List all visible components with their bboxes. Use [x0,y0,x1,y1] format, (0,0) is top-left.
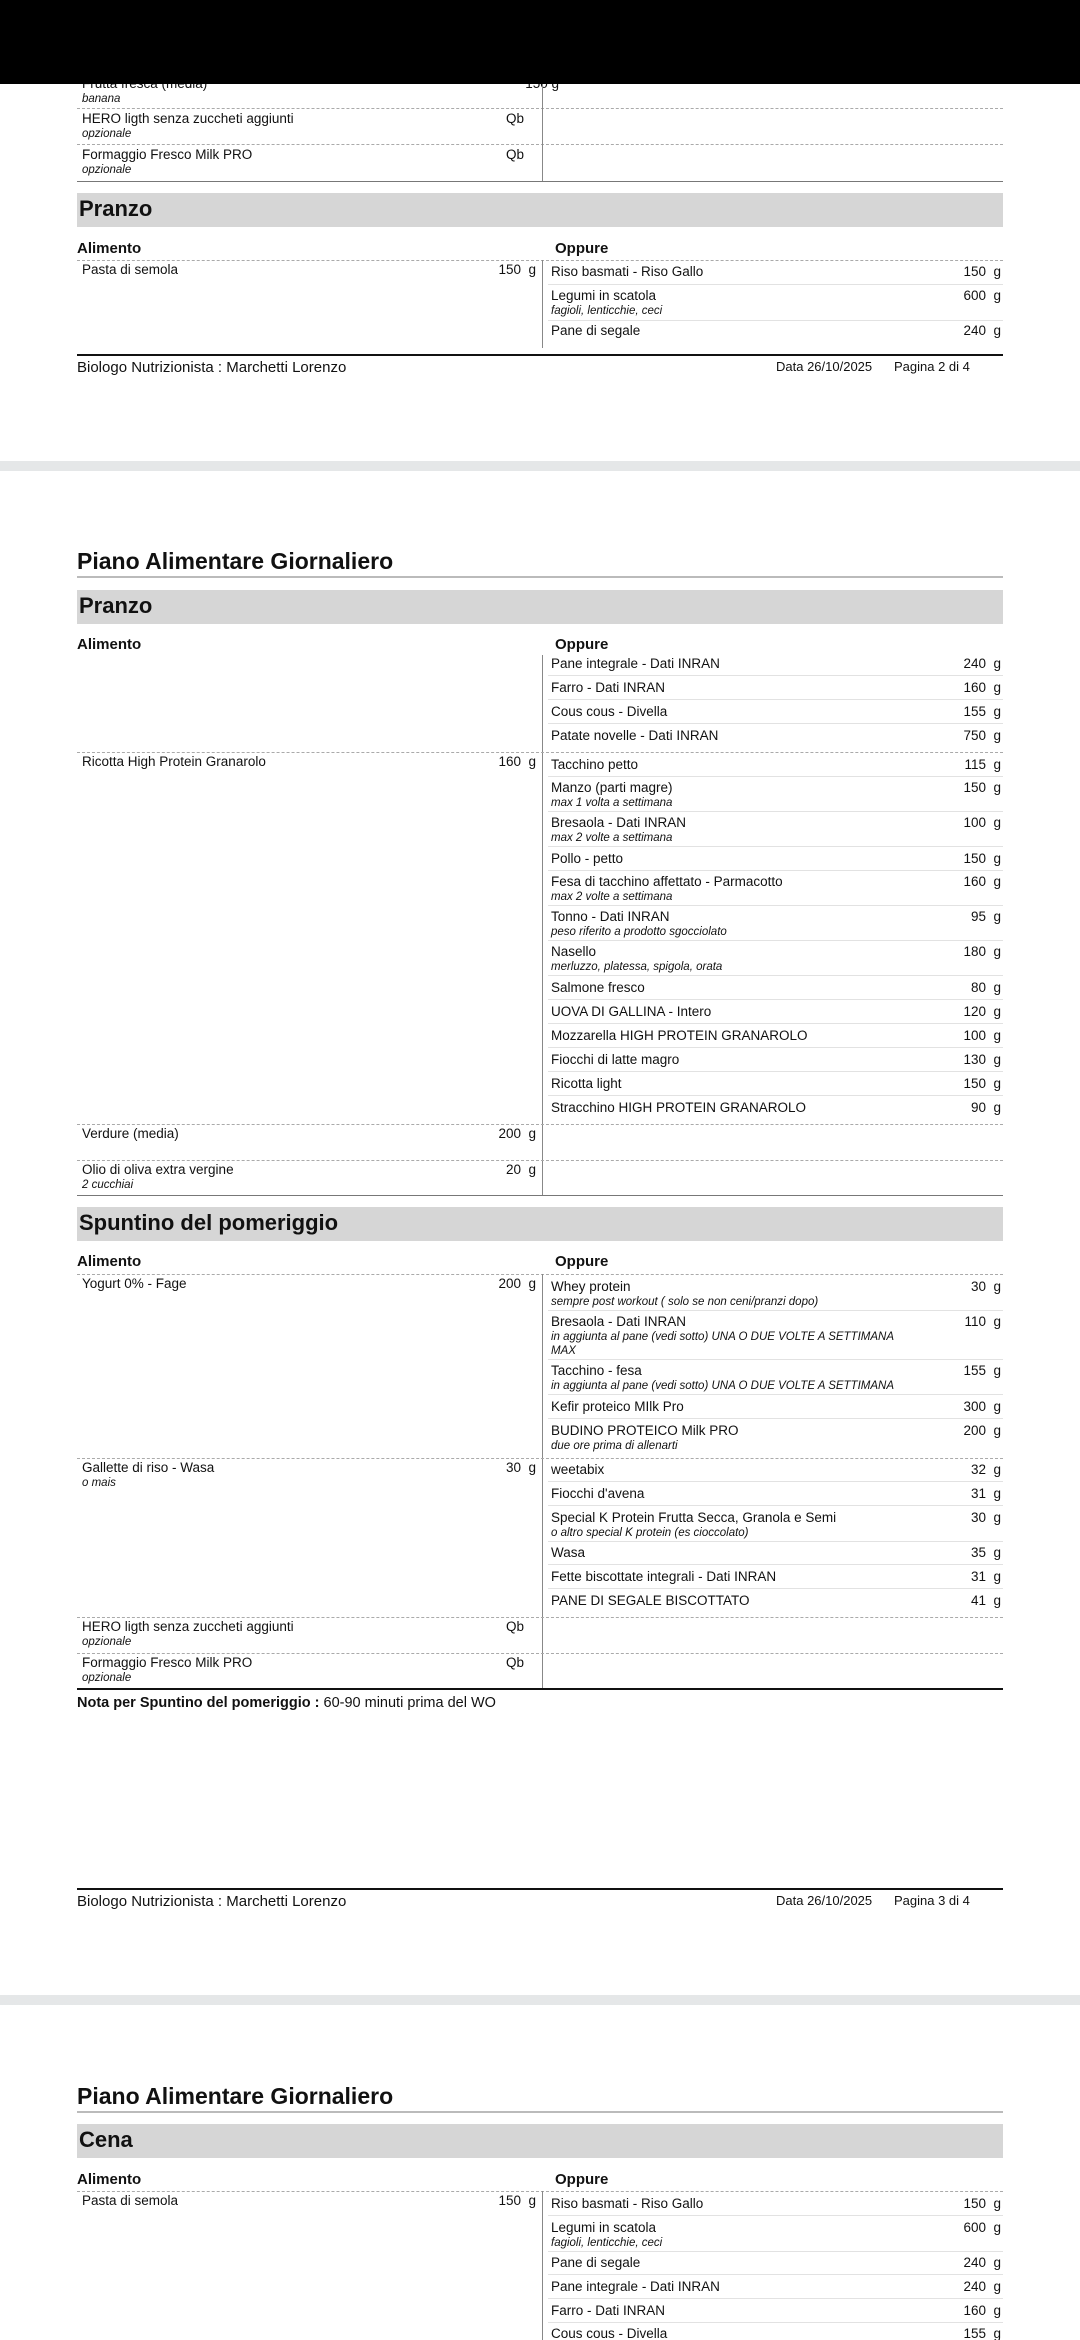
alt-legumi: Legumi in scatola fagioli, lenticchie, ceci [551,2220,663,2249]
alt-qty: 115 g [964,757,1001,772]
section-cena [77,2124,1003,2158]
col-oppure-header: Oppure [555,1253,609,1270]
alt-tacchino-petto: Tacchino petto [551,757,639,772]
alt-patate: Patate novelle - Dati INRAN [551,728,719,743]
alt-qty: 35 g [970,1545,1001,1560]
alt-salmone: Salmone fresco [551,980,645,995]
section-pranzo [77,193,1003,227]
alt-qty: 150 g [963,1076,1001,1091]
alt-qty: 300 g [963,1399,1001,1414]
alt-nasello: Nasello merluzzo, platessa, spigola, orata [551,944,723,973]
alimento-pasta: Pasta di semola [82,262,179,277]
footer-page: Pagina 3 di 4 [894,1893,970,1908]
col-alimento-header: Alimento [77,2171,142,2188]
col-oppure-header: Oppure [555,240,609,257]
alt-fiocchi-latte: Fiocchi di latte magro [551,1052,680,1067]
pasta-qty: 150 g [498,2193,536,2208]
alt-ricotta-light: Ricotta light [551,1076,622,1091]
alt-fette-biscottate: Fette biscottate integrali - Dati INRAN [551,1569,777,1584]
alimento-olio: Olio di oliva extra vergine 2 cucchiai [82,1162,234,1191]
spuntino-note [77,1695,496,1711]
alt-qty: 750 g [963,728,1001,743]
alt-pane-segale: Pane di segale [551,323,641,338]
page-title: Piano Alimentare Giornaliero [77,548,394,574]
col-alimento-header: Alimento [77,240,142,257]
alt-qty: 130 g [963,1052,1001,1067]
alt-qty: 100 g [963,815,1001,830]
alt-qty: 150 g [963,264,1001,279]
alt-qty: 150 g [963,780,1001,795]
alt-fesa-tacchino: Fesa di tacchino affettato - Parmacotto max 2 volte a settimana [551,874,783,903]
footer-page: Pagina 2 di 4 [894,359,970,374]
alt-qty: 155 g [963,1363,1001,1378]
alt-qty: 600 g [963,2220,1001,2235]
alt-qty: 32 g [970,1462,1001,1477]
col-oppure-header: Oppure [555,2171,609,2188]
alt-weetabix: weetabix [551,1462,605,1477]
alt-mozzarella: Mozzarella HIGH PROTEIN GRANAROLO [551,1028,808,1043]
alt-qty: 31 g [970,1486,1001,1501]
alimento-yogurt: Yogurt 0% - Fage [82,1276,187,1291]
footer-nutritionist: Biologo Nutrizionista : Marchetti Lorenzo [77,359,347,376]
alt-qty: 240 g [963,2279,1001,2294]
alimento-ricotta: Ricotta High Protein Granarolo [82,754,266,769]
alt-wasa: Wasa [551,1545,586,1560]
col-alimento-header: Alimento [77,636,142,653]
alt-qty: 90 g [970,1100,1001,1115]
alt-qty: 30 g [970,1279,1001,1294]
alt-qty: 200 g [963,1423,1001,1438]
footer-date: Data 26/10/2025 [776,1893,873,1908]
alimento-verdure: Verdure (media) [82,1126,179,1141]
alt-qty: 41 g [970,1593,1001,1608]
alt-qty: 30 g [970,1510,1001,1525]
section-title: Spuntino del pomeriggio [79,1210,339,1235]
hero-qty: Qb [505,1619,524,1634]
formaggio-qty: Qb [505,147,524,162]
alt-tonno: Tonno - Dati INRAN peso riferito a prodotto sgocciolato [551,909,727,938]
alt-qty: 80 g [970,980,1001,995]
alt-cous-cous: Cous cous - Divella [551,2326,668,2340]
alt-qty: 160 g [963,2303,1001,2318]
alt-farro: Farro - Dati INRAN [551,2303,666,2318]
alt-pane-integrale: Pane integrale - Dati INRAN [551,2279,720,2294]
footer-date: Data 26/10/2025 [776,359,873,374]
alt-pane-segale: Pane di segale [551,2255,641,2270]
section-pranzo [77,590,1003,624]
alt-manzo: Manzo (parti magre) max 1 volta a settimana [551,780,673,809]
alt-riso-basmati: Riso basmati - Riso Gallo [551,2196,704,2211]
alt-qty: 150 g [963,2196,1001,2211]
page-gap [0,1995,1080,2005]
alt-qty: 110 g [964,1314,1001,1329]
page-gap [0,461,1080,471]
section-title: Cena [79,2127,133,2152]
alt-farro: Farro - Dati INRAN [551,680,666,695]
yogurt-qty: 200 g [498,1276,536,1291]
alt-qty: 95 g [970,909,1001,924]
alt-fiocchi-avena: Fiocchi d'avena [551,1486,645,1501]
col-oppure-header: Oppure [555,636,609,653]
alt-special-k: Special K Protein Frutta Secca, Granola e Semi o altro special K protein (es cioccolato) [551,1510,837,1539]
alt-qty: 150 g [963,851,1001,866]
formaggio-qty: Qb [505,1655,524,1670]
gallette-qty: 30 g [505,1460,536,1475]
hero-qty: Qb [505,111,524,126]
alt-qty: 160 g [963,874,1001,889]
ricotta-qty: 160 g [498,754,536,769]
alt-budino: BUDINO PROTEICO Milk PRO due ore prima di allenarti [551,1423,739,1452]
alt-pollo: Pollo - petto [551,851,624,866]
page-title: Piano Alimentare Giornaliero [77,2083,394,2109]
status-bar [0,0,1080,84]
alt-qty: 180 g [963,944,1001,959]
alimento-formaggio: Formaggio Fresco Milk PRO opzionale [82,147,253,176]
alt-qty: 100 g [963,1028,1001,1043]
pasta-qty: 150 g [498,262,536,277]
section-spuntino [77,1207,1003,1241]
alt-cous-cous: Cous cous - Divella [551,704,668,719]
olio-qty: 20 g [505,1162,536,1177]
alt-kefir: Kefir proteico MIlk Pro [551,1399,684,1414]
alimento-pasta: Pasta di semola [82,2193,179,2208]
footer-nutritionist: Biologo Nutrizionista : Marchetti Lorenzo [77,1893,347,1910]
alimento-frutta: banana [82,93,121,105]
col-alimento-header: Alimento [77,1253,142,1270]
section-title: Pranzo [79,593,153,618]
alt-qty: 240 g [963,656,1001,671]
alt-bresaola-spuntino: Bresaola - Dati INRAN in aggiunta al pane (vedi sotto) UNA O DUE VOLTE A SETTIMANA MAX [551,1314,894,1357]
alt-tacchino-fesa: Tacchino - fesa in aggiunta al pane (vedi sotto) UNA O DUE VOLTE A SETTIMANA [551,1363,895,1392]
alt-bresaola: Bresaola - Dati INRAN max 2 volte a settimana [551,815,687,844]
alimento-formaggio: Formaggio Fresco Milk PRO opzionale [82,1655,253,1684]
alt-qty: 155 g [963,2326,1001,2340]
alt-qty: 160 g [963,680,1001,695]
section-title: Pranzo [79,196,153,221]
alt-qty: 120 g [963,1004,1001,1019]
alt-pane-integrale: Pane integrale - Dati INRAN [551,656,720,671]
alimento-gallette: Gallette di riso - Wasa o mais [82,1460,215,1489]
note-text: 60-90 minuti prima del WO [323,1695,496,1711]
alt-qty: 155 g [963,704,1001,719]
alt-riso-basmati: Riso basmati - Riso Gallo [551,264,704,279]
alt-qty: 240 g [963,2255,1001,2270]
alt-qty: 31 g [970,1569,1001,1584]
alt-stracchino: Stracchino HIGH PROTEIN GRANAROLO [551,1100,807,1115]
alt-pane-segale-biscottato: PANE DI SEGALE BISCOTTATO [551,1593,750,1608]
note-label: Nota per Spuntino del pomeriggio : [77,1695,320,1711]
alt-uova: UOVA DI GALLINA - Intero [551,1004,712,1019]
alt-whey: Whey protein sempre post workout ( solo se non ceni/pranzi dopo) [551,1279,819,1308]
alt-qty: 600 g [963,288,1001,303]
alt-qty: 240 g [963,323,1001,338]
verdure-qty: 200 g [498,1126,536,1141]
alimento-hero: HERO ligth senza zuccheti aggiunti opzionale [82,111,294,140]
alt-legumi: Legumi in scatola fagioli, lenticchie, ceci [551,288,663,317]
alimento-hero: HERO ligth senza zuccheti aggiunti opzionale [82,1619,294,1648]
